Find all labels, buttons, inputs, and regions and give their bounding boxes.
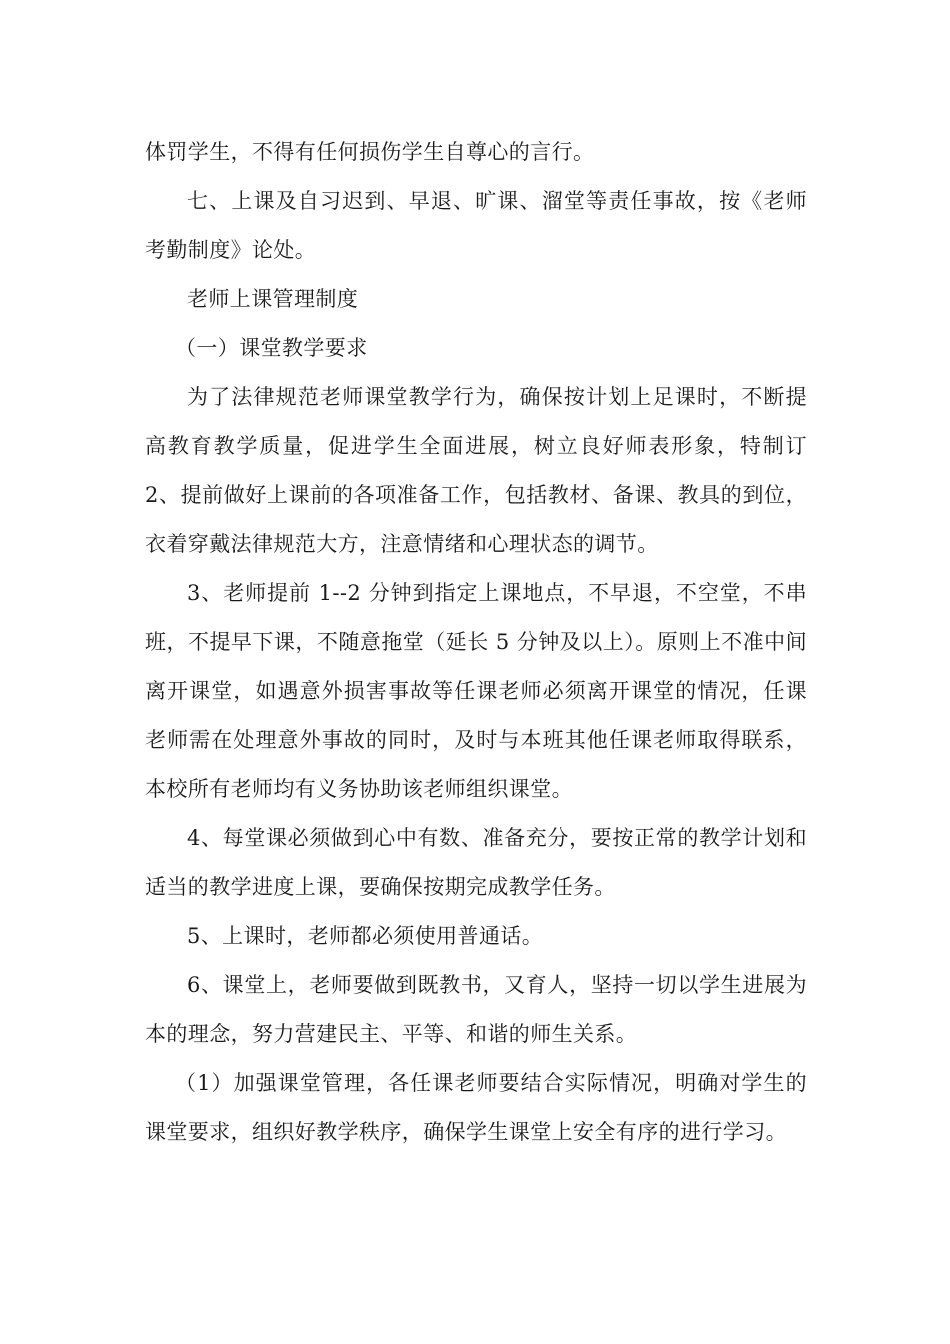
paragraph-item-3: 3、老师提前 1--2 分钟到指定上课地点，不早退，不空堂，不串班，不提早下课，不随意拖堂（延长 5 分钟及以上）。原则上不准中间离开课堂，如遇意外损害事故等任课老师必须离开课堂的情况，任课老师需在处理意外事故的同时，及时与本班其他任课老师取得联系，本校所有老师均有义务协助该老师组织课堂。: [145, 581, 807, 801]
paragraph-item-6: 6、课堂上，老师要做到既教书，又育人，坚持一切以学生进展为本的理念，努力营建民主、平等、和谐的师生关系。: [145, 973, 807, 1046]
paragraph-purpose: 为了法律规范老师课堂教学行为，确保按计划上足课时，不断提高教育教学质量，促进学生全面进展，树立良好师表形象，特制订 2、提前做好上课前的各项准备工作，包括教材、备课、教具的到位，衣着穿戴法律规范大方，注意情绪和心理状态的调节。: [145, 385, 807, 556]
paragraph-item-5: 5、上课时，老师都必须使用普通话。: [187, 924, 544, 948]
paragraph-item-6-1: （1）加强课堂管理，各任课老师要结合实际情况，明确对学生的课堂要求，组织好教学秩序，确保学生课堂上安全有序的进行学习。: [145, 1071, 807, 1144]
document-body: [145, 128, 807, 1157]
section-heading: 老师上课管理制度: [187, 287, 359, 311]
paragraph-item-4: 4、每堂课必须做到心中有数、准备充分，要按正常的教学计划和适当的教学进度上课，要确保按期完成教学任务。: [145, 826, 807, 899]
paragraph-continuation: 体罚学生，不得有任何损伤学生自尊心的言行。: [145, 140, 595, 164]
paragraph-item-seven: 七、上课及自习迟到、早退、旷课、溜堂等责任事故，按《老师考勤制度》论处。: [145, 189, 807, 262]
subsection-heading: （一）课堂教学要求: [175, 336, 368, 360]
